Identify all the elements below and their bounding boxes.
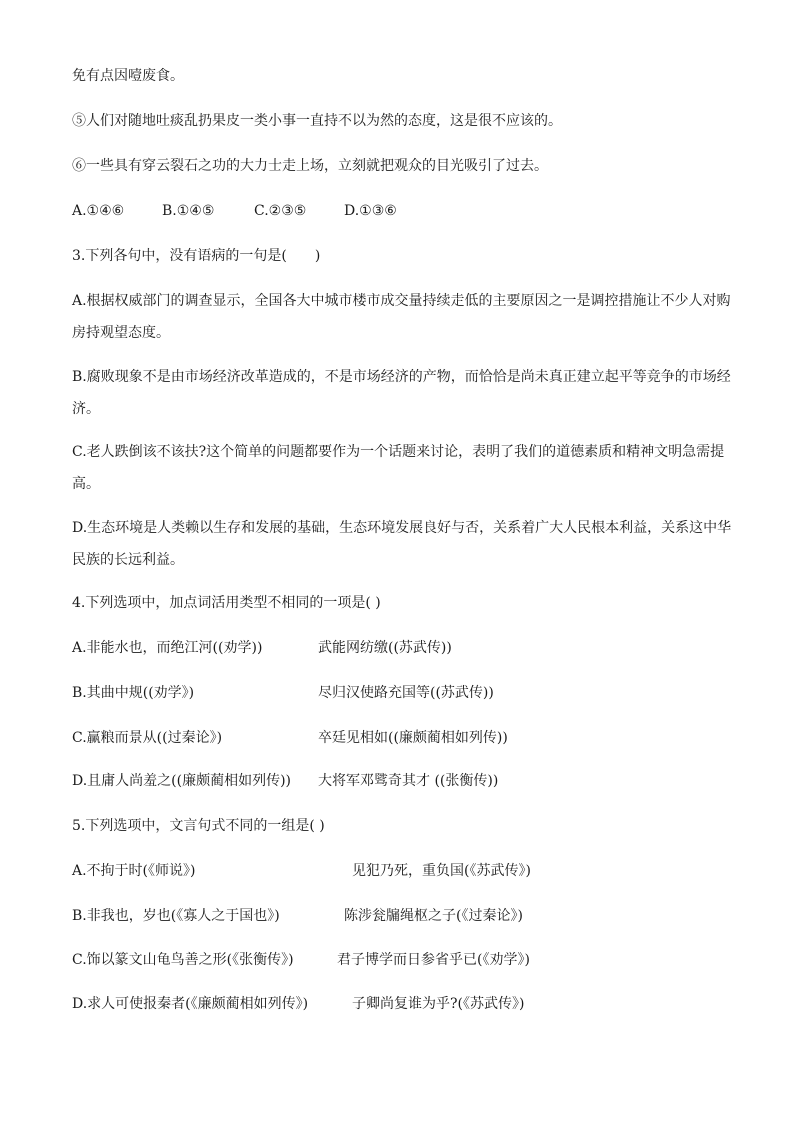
option-d: D.①③⑥ — [344, 203, 397, 219]
option-a: A.①④⑥ — [72, 203, 125, 219]
option-row — [72, 771, 499, 791]
option-right: 卒廷见相如((廉颇蔺相如列传)) — [318, 730, 508, 746]
option-b: B.腐败现象不是由市场经济改革造成的，不是市场经济的产物，而恰恰是尚未真正建立起平等竞争的市场经济。 — [72, 369, 731, 417]
option-left: B.非我也，岁也(《寡人之于国也》) — [72, 908, 280, 924]
option-left: C.赢粮而景从((过秦论》) — [72, 730, 223, 746]
text-line: ⑤人们对随地吐痰乱扔果皮一类小事一直持不以为然的态度，这是很不应该的。 — [72, 113, 562, 129]
option-row — [72, 728, 508, 748]
text-line: ⑥一些具有穿云裂石之功的大力士走上场，立刻就把观众的目光吸引了过去。 — [72, 158, 548, 174]
option-row — [72, 683, 494, 703]
question-stem: 3.下列各句中，没有语病的一句是( ) — [72, 248, 321, 264]
option-right: 见犯乃死，重负国(《苏武传》) — [352, 863, 531, 879]
option-right: 武能网纺缴((苏武传)) — [318, 640, 452, 656]
option-right: 君子博学而日参省乎已(《劝学》) — [337, 952, 530, 968]
option-left: A.非能水也，而绝江河((劝学)) — [72, 640, 263, 656]
option-right: 大将军邓骘奇其才 ((张衡传)) — [318, 773, 499, 789]
option-row — [72, 906, 523, 926]
option-b: B.①④⑤ — [162, 203, 215, 219]
option-a: A.根据权威部门的调查显示，全国各大中城市楼市成交量持续走低的主要原因之一是调控措施让不少人对购房持观望态度。 — [72, 293, 731, 341]
option-right: 尽归汉使路充国等((苏武传)) — [318, 685, 494, 701]
option-right: 子卿尚复谁为乎?(《苏武传》) — [352, 996, 525, 1012]
option-left: C.饰以篆文山龟鸟善之形(《张衡传》) — [72, 952, 294, 968]
option-left: D.且庸人尚羞之((廉颇蔺相如列传)) — [72, 773, 292, 789]
option-right: 陈涉瓮牖绳枢之子(《过秦论》) — [344, 908, 523, 924]
option-c: C.②③⑤ — [254, 203, 307, 219]
option-row — [72, 861, 531, 881]
option-left: D.求人可使报秦者(《廉颇蔺相如列传》) — [72, 996, 309, 1012]
question-stem: 5.下列选项中，文言句式不同的一组是( ) — [72, 818, 325, 834]
text-line: 免有点因噎废食。 — [72, 68, 184, 84]
q2-options — [72, 201, 397, 221]
question-stem: 4.下列选项中，加点词活用类型不相同的一项是( ) — [72, 595, 381, 611]
option-row — [72, 638, 452, 658]
option-c: C.老人跌倒该不该扶?这个简单的问题都要作为一个话题来讨论，表明了我们的道德素质和精神文明急需提高。 — [72, 444, 725, 492]
option-d: D.生态环境是人类赖以生存和发展的基础，生态环境发展良好与否，关系着广大人民根本利益，关系这中华民族的长远利益。 — [72, 520, 732, 568]
option-row — [72, 994, 525, 1014]
option-row — [72, 950, 530, 970]
option-left: B.其曲中规((劝学》) — [72, 685, 195, 701]
option-left: A.不拘于时(《师说》) — [72, 863, 196, 879]
